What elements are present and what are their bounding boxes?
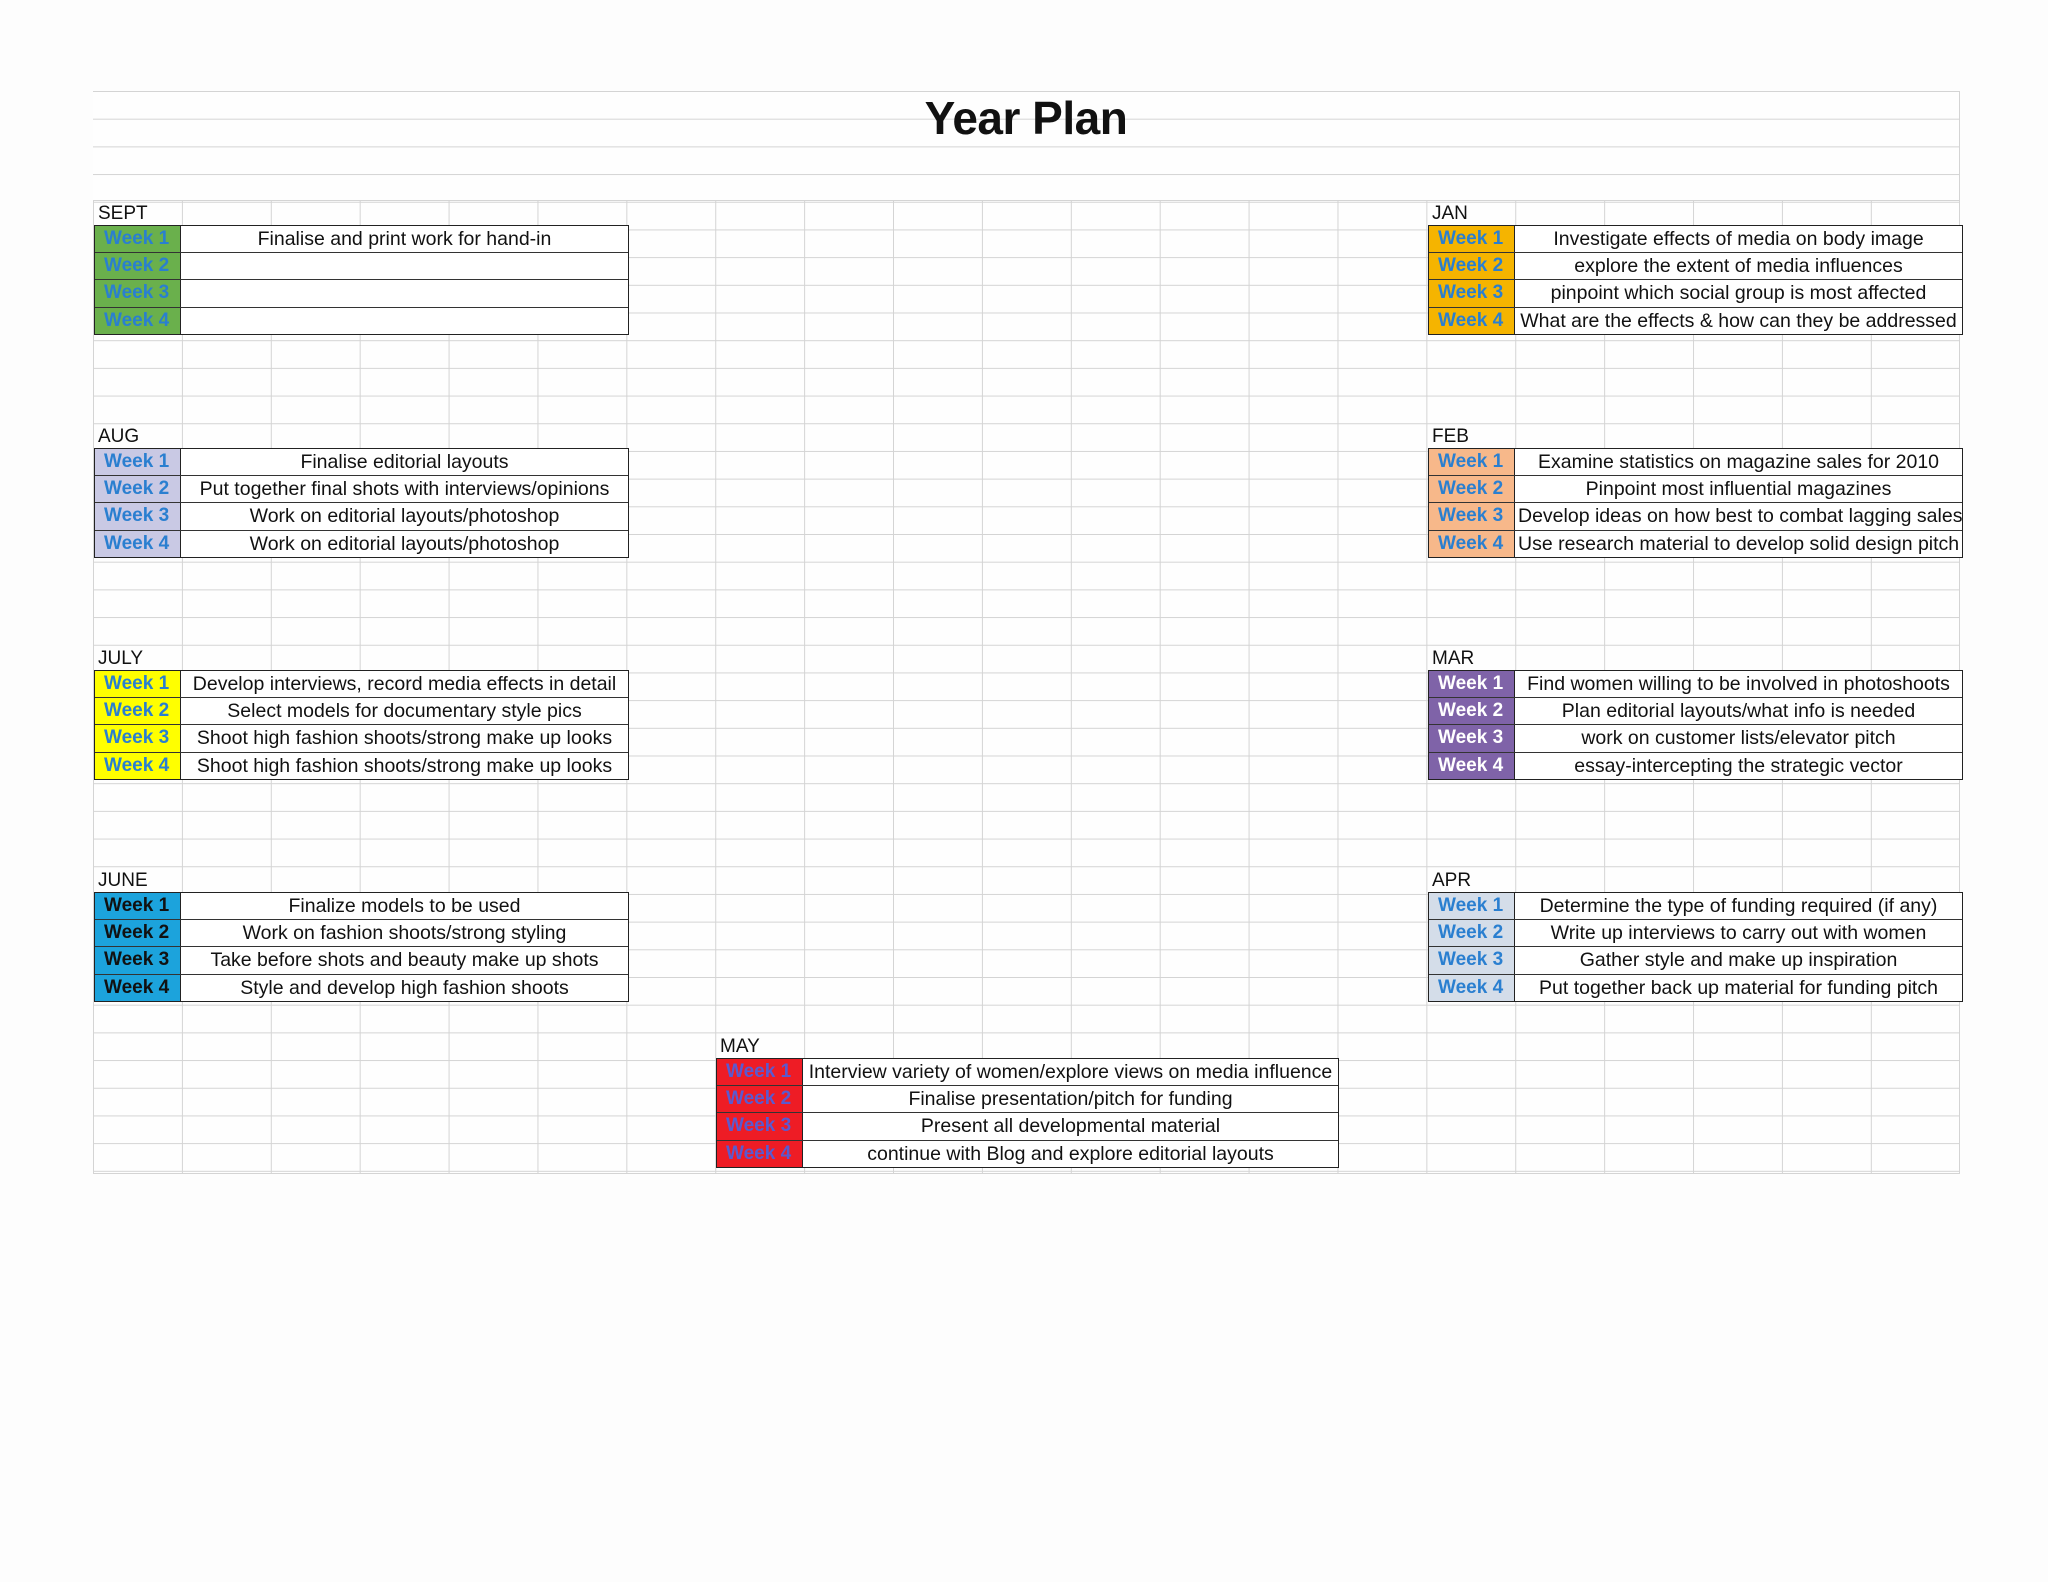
week-task-cell[interactable]: Work on fashion shoots/strong styling [242,922,567,945]
week-task-cell[interactable]: Put together back up material for funding pitch [1539,976,1938,999]
week-task-cell[interactable]: Determine the type of funding required (if any) [1539,895,1938,917]
week-label-cell[interactable]: Week 1 [95,449,181,475]
week-task-cell[interactable]: Finalize models to be used [288,895,521,917]
week-row [1429,947,1962,974]
month-label: MAY [720,1036,760,1057]
week-task-cell[interactable]: Interview variety of women/explore views on media influence [808,1061,1333,1083]
week-task-cell[interactable] [181,308,628,334]
week-label-cell[interactable]: Week 3 [717,1113,803,1139]
weeks-table [1428,225,1963,335]
week-row [95,698,628,725]
week-row [1429,280,1962,307]
weeks-table [94,448,629,558]
week-task-cell[interactable]: Select models for documentary style pics [227,700,582,723]
week-label-cell[interactable]: Week 1 [95,671,181,697]
month-label: MAR [1432,648,1475,669]
week-row [1429,893,1962,920]
week-task-cell[interactable]: Develop ideas on how best to combat lagging sales [1518,505,1962,528]
week-row [1429,975,1962,1001]
week-label-cell[interactable]: Week 2 [1429,476,1515,502]
week-row [1429,503,1962,530]
week-task-cell[interactable]: Investigate effects of media on body image [1553,228,1924,250]
weeks-table [94,892,629,1002]
month-label: JULY [98,648,144,669]
week-row [717,1113,1338,1140]
week-task-cell[interactable]: Finalise editorial layouts [300,451,509,473]
week-row [1429,253,1962,280]
week-label-cell[interactable]: Week 1 [717,1059,803,1085]
week-row [95,226,628,253]
month-block-june [94,871,629,1002]
week-task-cell[interactable]: work on customer lists/elevator pitch [1581,727,1896,750]
week-task-cell[interactable]: Work on editorial layouts/photoshop [249,505,560,528]
week-row [1429,308,1962,334]
week-row [1429,753,1962,779]
week-label-cell[interactable]: Week 2 [717,1086,803,1112]
title-band [93,91,1959,201]
week-row [95,947,628,974]
month-label: JUNE [98,870,148,891]
week-task-cell[interactable]: Work on editorial layouts/photoshop [249,532,560,555]
week-row [95,671,628,698]
week-row [1429,698,1962,725]
week-row [1429,920,1962,947]
month-block-apr [1428,871,1963,1002]
week-label-cell[interactable]: Week 3 [95,725,181,751]
week-label-cell[interactable]: Week 2 [1429,698,1515,724]
week-task-cell[interactable]: continue with Blog and explore editorial layouts [867,1142,1274,1165]
week-task-cell[interactable]: Examine statistics on magazine sales for 2010 [1537,451,1940,473]
month-block-july [94,649,629,780]
week-row [1429,531,1962,557]
week-label-cell[interactable]: Week 3 [95,947,181,973]
week-row [95,975,628,1001]
week-task-cell[interactable]: Style and develop high fashion shoots [240,976,569,999]
month-block-jan [1428,204,1963,335]
week-label-cell[interactable]: Week 4 [1429,308,1515,334]
week-label-cell[interactable]: Week 2 [95,253,181,279]
week-task-cell[interactable]: Find women willing to be involved in photoshoots [1527,673,1950,695]
weeks-table [1428,448,1963,558]
week-task-cell[interactable]: pinpoint which social group is most affected [1550,282,1927,305]
week-row [1429,226,1962,253]
month-label: SEPT [98,203,148,224]
week-task-cell[interactable]: What are the effects & how can they be addressed [1520,309,1957,332]
month-block-feb [1428,427,1963,558]
week-row [1429,725,1962,752]
week-label-cell[interactable]: Week 2 [95,698,181,724]
week-task-cell[interactable]: Finalise and print work for hand-in [257,228,552,250]
week-label-cell[interactable]: Week 1 [1429,226,1515,252]
week-label-cell[interactable]: Week 1 [95,893,181,919]
week-row [95,308,628,334]
week-label-cell[interactable]: Week 4 [1429,753,1515,779]
week-label-cell[interactable]: Week 2 [95,476,181,502]
weeks-table [1428,670,1963,780]
month-label: AUG [98,426,140,447]
weeks-table [1428,892,1963,1002]
week-row [1429,449,1962,476]
week-task-cell[interactable]: Plan editorial layouts/what info is needed [1561,700,1916,723]
week-task-cell[interactable]: Shoot high fashion shoots/strong make up looks [196,754,613,777]
week-task-cell[interactable]: Shoot high fashion shoots/strong make up looks [196,727,613,750]
week-label-cell[interactable]: Week 1 [1429,671,1515,697]
week-row [717,1059,1338,1086]
week-task-cell[interactable]: Put together final shots with interviews/opinions [199,478,610,501]
week-label-cell[interactable]: Week 3 [1429,725,1515,751]
week-label-cell[interactable]: Week 1 [1429,893,1515,919]
week-task-cell[interactable]: Use research material to develop solid design pitch [1518,532,1960,555]
week-task-cell[interactable]: essay-intercepting the strategic vector [1574,754,1903,777]
week-task-cell[interactable]: Gather style and make up inspiration [1579,949,1898,972]
week-row [95,280,628,307]
week-label-cell[interactable]: Week 3 [95,280,181,306]
week-label-cell[interactable]: Week 4 [1429,975,1515,1001]
week-label-cell[interactable]: Week 1 [95,226,181,252]
week-label-cell[interactable]: Week 4 [95,308,181,334]
weeks-table [94,670,629,780]
week-label-cell[interactable]: Week 4 [95,975,181,1001]
week-row [717,1141,1338,1167]
week-label-cell[interactable]: Week 4 [95,753,181,779]
page-title: Year Plan [924,92,1128,144]
month-block-may [716,1037,1339,1168]
week-row [95,725,628,752]
month-block-mar [1428,649,1963,780]
week-row [95,893,628,920]
week-label-cell[interactable]: Week 4 [95,531,181,557]
month-label: JAN [1432,203,1468,224]
week-label-cell[interactable]: Week 3 [1429,947,1515,973]
week-label-cell[interactable]: Week 2 [95,920,181,946]
week-task-cell[interactable]: explore the extent of media influences [1574,255,1903,278]
week-task-cell[interactable]: Write up interviews to carry out with women [1550,922,1927,945]
week-row [717,1086,1338,1113]
week-label-cell[interactable]: Week 3 [1429,503,1515,529]
week-row [95,920,628,947]
week-task-cell[interactable]: Pinpoint most influential magazines [1585,478,1892,501]
month-block-sept [94,204,629,335]
week-task-cell[interactable] [181,280,628,306]
month-label: APR [1432,870,1472,891]
month-block-aug [94,427,629,558]
week-row [95,503,628,530]
week-row [95,753,628,779]
week-label-cell[interactable]: Week 3 [1429,280,1515,306]
week-task-cell[interactable]: Develop interviews, record media effects in detail [192,673,617,695]
week-row [1429,476,1962,503]
week-row [95,253,628,280]
week-label-cell[interactable]: Week 4 [717,1141,803,1167]
month-label: FEB [1432,426,1469,447]
week-label-cell[interactable]: Week 1 [1429,449,1515,475]
weeks-table [94,225,629,335]
week-row [95,476,628,503]
week-row [1429,671,1962,698]
week-task-cell[interactable]: Take before shots and beauty make up shots [210,949,599,972]
week-task-cell[interactable]: Finalise presentation/pitch for funding [908,1088,1233,1111]
week-row [95,449,628,476]
week-label-cell[interactable]: Week 2 [1429,920,1515,946]
week-task-cell[interactable] [181,253,628,279]
weeks-table [716,1058,1339,1168]
week-label-cell[interactable]: Week 4 [1429,531,1515,557]
week-label-cell[interactable]: Week 3 [95,503,181,529]
week-task-cell[interactable]: Present all developmental material [920,1115,1221,1138]
week-label-cell[interactable]: Week 2 [1429,253,1515,279]
week-row [95,531,628,557]
